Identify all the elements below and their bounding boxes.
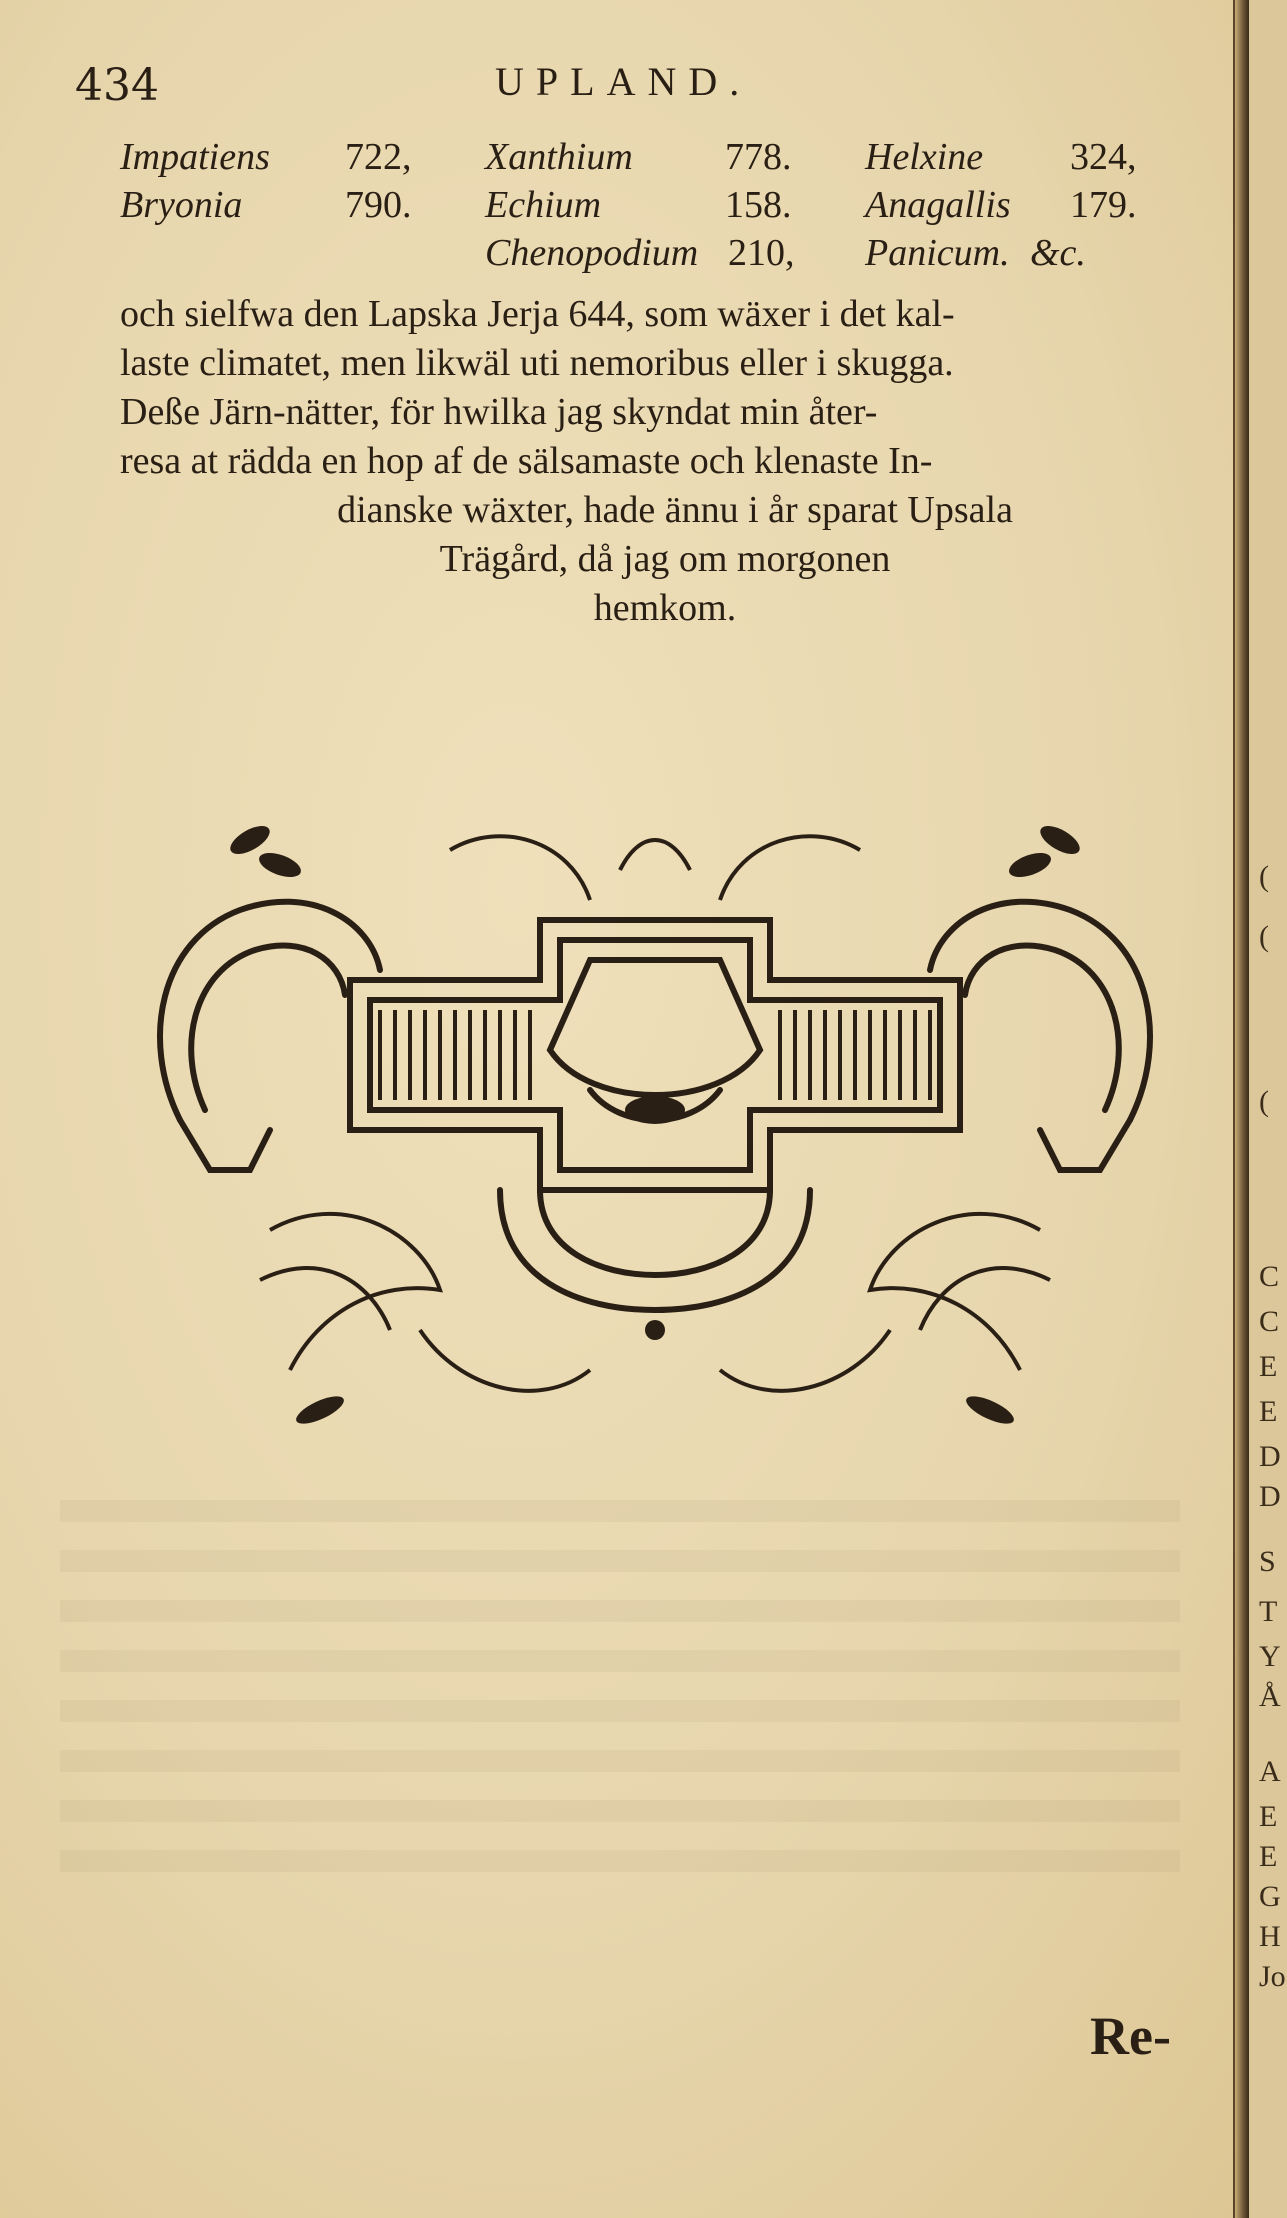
text-line: resa at rädda en hop af de sälsamaste och klenaste In-: [120, 440, 933, 482]
margin-glyph: E: [1259, 1350, 1278, 1383]
plant-name: Bryonia: [120, 184, 243, 226]
plant-number: 158.: [725, 184, 792, 226]
margin-glyph: E: [1259, 1395, 1278, 1428]
plant-name: Xanthium: [485, 136, 633, 178]
margin-glyph: (: [1259, 860, 1269, 893]
show-through-text: [60, 1500, 1180, 1900]
plant-name: Chenopodium: [485, 232, 699, 274]
next-page-edge: [1249, 0, 1287, 2218]
plant-number: 324,: [1070, 136, 1137, 178]
text-line: dianske wäxter, hade ännu i år sparat Upsala: [337, 489, 1013, 531]
margin-glyph: (: [1259, 920, 1269, 953]
margin-glyph: C: [1259, 1260, 1280, 1293]
plant-number: 210,: [728, 232, 795, 274]
decorative-vignette-ornament: [120, 810, 1190, 1470]
plant-number: 179.: [1070, 184, 1137, 226]
plant-list-row: [120, 183, 1200, 231]
margin-glyph: G: [1259, 1880, 1281, 1913]
margin-glyph: T: [1259, 1595, 1278, 1628]
margin-glyph: A: [1259, 1755, 1281, 1788]
margin-glyph: D: [1259, 1440, 1281, 1473]
text-line: Deße Järn-nätter, för hwilka jag skyndat min åter-: [120, 391, 878, 433]
text-line: Trägård, då jag om morgonen: [439, 538, 891, 580]
margin-glyph: Y: [1259, 1640, 1281, 1673]
plant-name: Anagallis: [865, 184, 1011, 226]
margin-glyph: S: [1259, 1545, 1276, 1578]
margin-glyph: H: [1259, 1920, 1281, 1953]
text-line: hemkom.: [593, 587, 737, 629]
plant-name: Panicum.: [865, 232, 1010, 274]
margin-glyph: (: [1259, 1085, 1269, 1118]
plant-name: Impatiens: [120, 136, 270, 178]
page-number: 434: [75, 60, 159, 111]
plant-name: Helxine: [865, 136, 984, 178]
catchword: Re-: [1090, 2006, 1171, 2066]
text-line: laste climatet, men likwäl uti nemoribus eller i skugga.: [120, 342, 954, 384]
margin-glyph: Jo: [1259, 1960, 1286, 1993]
body-paragraph: [120, 290, 1210, 633]
plant-etc: &c.: [1030, 232, 1086, 274]
margin-glyph: D: [1259, 1480, 1281, 1513]
running-title: UPLAND.: [495, 59, 752, 104]
plant-list: [120, 135, 1200, 279]
margin-glyph: E: [1259, 1800, 1278, 1833]
margin-glyph: E: [1259, 1840, 1278, 1873]
plant-number: 722,: [345, 136, 412, 178]
page-header: [75, 52, 1187, 112]
plant-number: 778.: [725, 136, 792, 178]
plant-number: 790.: [345, 184, 412, 226]
gutter-shadow: [1235, 0, 1249, 2218]
margin-glyph: C: [1259, 1305, 1280, 1338]
text-line: och sielfwa den Lapska Jerja 644, som wäxer i det kal-: [120, 293, 955, 335]
plant-name: Echium: [485, 184, 602, 226]
margin-glyph: Å: [1259, 1680, 1281, 1713]
plant-list-row: [120, 135, 1200, 183]
plant-list-row: [120, 231, 1200, 279]
